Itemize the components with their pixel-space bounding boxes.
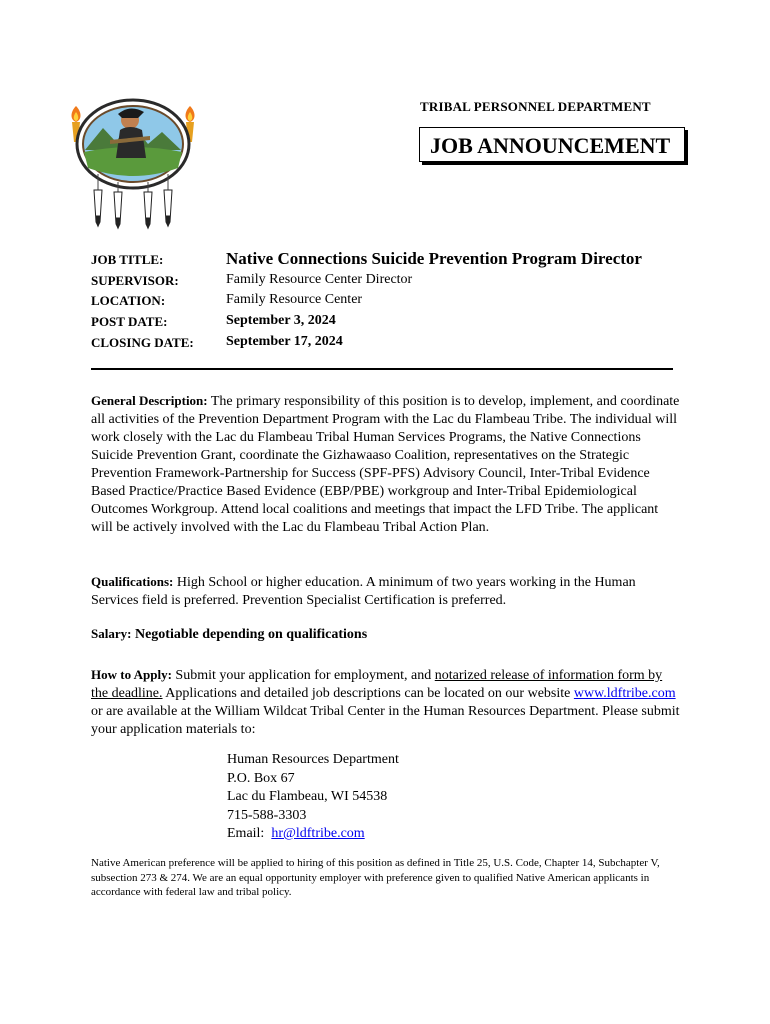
tribal-seal-logo bbox=[58, 92, 208, 232]
salary-text: Negotiable depending on qualifications bbox=[131, 627, 368, 642]
department-heading: TRIBAL PERSONNEL DEPARTMENT bbox=[420, 99, 651, 114]
general-description-text: The primary responsibility of this position is to develop, implement, and coordinate all activities of the Prevention Department Program with the Lac du Flambeau Tribe. The individual will work closely with the Lac du Flambeau Tribal Human Services Programs, the Native Connections Suicide Prevention Grant, coordinate the Gizhawaaso Coalition, representatives on the Strategic Prevention Framework-Partnership for Success (SPF-PFS) Advisory Council, Inter-Tribal Evidence Based Practice/Practice Based Evidence (EBP/PBE) workgroup and Inter-Tribal Epidemiological Outcomes Workgroup. Attend local coalitions and meetings that impact the LFD Tribe. The applicant will be actively involved with the Lac du Flambeau Tribal Action Plan. bbox=[91, 394, 680, 535]
section-divider bbox=[91, 368, 673, 370]
notarized-release-text: notarized release of information form by the deadline. bbox=[91, 668, 663, 701]
how-to-apply bbox=[91, 666, 681, 739]
qualifications bbox=[91, 573, 681, 610]
post-date-label: POST DATE: bbox=[91, 314, 168, 329]
general-description bbox=[91, 392, 681, 537]
qualifications-text: High School or higher education. A minimum of two years working in the Human Services field is preferred. Prevention Specialist Certification is preferred. bbox=[91, 575, 636, 608]
preference-notice: Native American preference will be applied to hiring of this position as defined in Title 25, U.S. Code, Chapter 14, Subchapter V, subsection 273 & 274. We are an equal opportunity employer with preference given to qualified Native American applicants in accordance with federal law and tribal policy. bbox=[91, 857, 660, 898]
job-title-value: Native Connections Suicide Prevention Program Director bbox=[226, 249, 642, 268]
supervisor-value: Family Resource Center Director bbox=[226, 272, 413, 287]
salary-label: Salary: bbox=[91, 626, 132, 641]
email-label: Email: bbox=[227, 826, 272, 841]
how-to-apply-text-2: Applications and detailed job descriptions can be located on our website bbox=[162, 686, 574, 701]
location-value: Family Resource Center bbox=[226, 292, 363, 307]
job-announcement-title: JOB ANNOUNCEMENT bbox=[419, 127, 685, 162]
supervisor-label: SUPERVISOR: bbox=[91, 273, 179, 288]
post-date-value: September 3, 2024 bbox=[226, 313, 336, 328]
closing-date-value: September 17, 2024 bbox=[226, 334, 343, 349]
mailing-address bbox=[227, 751, 399, 844]
how-to-apply-text-1: Submit your application for employment, and bbox=[171, 668, 435, 683]
address-line-3: Lac du Flambeau, WI 54538 bbox=[227, 789, 388, 804]
closing-date-label: CLOSING DATE: bbox=[91, 335, 194, 350]
email-line bbox=[227, 825, 399, 844]
job-title-label: JOB TITLE: bbox=[91, 252, 164, 267]
how-to-apply-text-3: or are available at the William Wildcat Tribal Center in the Human Resources Department. Please submit your application materials to: bbox=[91, 704, 680, 737]
address-line-2: P.O. Box 67 bbox=[227, 770, 295, 786]
salary bbox=[91, 625, 681, 644]
general-description-label: General Description: bbox=[91, 393, 208, 408]
qualifications-label: Qualifications: bbox=[91, 574, 174, 589]
address-line-1: Human Resources Department bbox=[227, 752, 399, 767]
email-link[interactable]: hr@ldftribe.com bbox=[271, 826, 365, 841]
phone-number: 715-588-3303 bbox=[227, 807, 307, 823]
how-to-apply-label: How to Apply: bbox=[91, 667, 172, 682]
location-label: LOCATION: bbox=[91, 293, 166, 308]
website-link[interactable]: www.ldftribe.com bbox=[573, 686, 676, 701]
